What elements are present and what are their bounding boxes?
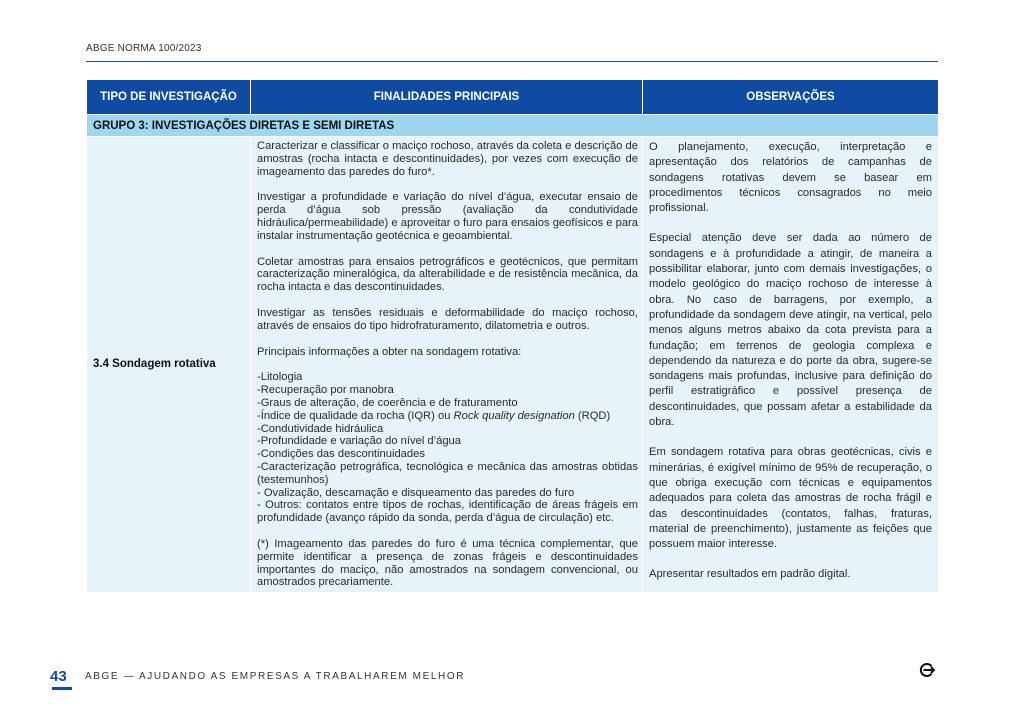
footer-tagline: ABGE — AJUDANDO AS EMPRESAS A TRABALHAREM MELHOR: [85, 671, 466, 682]
list-item: -Graus de alteração, de coerência e de fraturamento: [257, 396, 518, 409]
list-item: -Caracterização petrográfica, tecnológica e mecânica das amostras obtidas (testemunhos): [257, 460, 638, 486]
observacao-paragraph: Apresentar resultados em padrão digital.: [649, 568, 851, 581]
list-item-text: (RQD): [574, 409, 611, 422]
observacoes-cell: [643, 137, 939, 593]
investigation-type: 3.4 Sondagem rotativa: [87, 137, 251, 593]
list-item-text: -Índice de qualidade da rocha (IQR) ou: [257, 409, 454, 422]
list-item: [257, 410, 638, 423]
next-page-arrow-icon[interactable]: [919, 662, 935, 678]
list-item: -Recuperação por manobra: [257, 384, 394, 397]
investigation-table: [86, 79, 939, 593]
table-header-row: [87, 80, 939, 115]
finalidade-paragraph: Investigar a profundidade e variação do nível d’água, executar ensaio de perda d’água sob pressão (avaliação da condutividade hidráulica/permeabilidade) e aproveitar o furo para ensaios geofísicos e para instalar instrumentação geotécnica e geoambiental.: [257, 191, 638, 242]
observacao-paragraph: Em sondagem rotativa para obras geotécnicas, civis e minerárias, é exigível mínimo de 95% de recuperação, o que obriga execução com técnicas e equipamentos adequados para coleta das amostras de rocha frágil e das descontinuidades (contatos, falhas, fraturas, material de preenchimento), justamente as feições que possuem maior interesse.: [649, 446, 932, 551]
list-item: - Ovalização, descamação e disqueamento das paredes do furo: [257, 486, 575, 499]
footnote-paragraph: (*) Imageamento das paredes do furo é uma técnica complementar, que permite identificar a presença de zonas frágeis e descontinuidades importantes do maciço, não amostrados na sondagem convencional, ou amostrados precariamente.: [257, 537, 638, 589]
list-item: -Condutividade hidráulica: [257, 422, 384, 435]
header-divider: [86, 61, 938, 62]
column-header-observacoes: OBSERVAÇÕES: [643, 80, 939, 115]
list-item: -Litologia: [257, 371, 303, 384]
document-header: ABGE NORMA 100/2023: [86, 43, 202, 54]
information-list: [257, 371, 638, 525]
column-header-tipo: TIPO DE INVESTIGAÇÃO: [87, 80, 251, 115]
column-header-finalidades: FINALIDADES PRINCIPAIS: [251, 80, 643, 115]
observacao-paragraph: O planejamento, execução, interpretação e apresentação dos relatórios de campanhas de sondagens rotativas devem se basear em procedimentos técnicos consagrados no meio profissional.: [649, 141, 932, 215]
finalidade-paragraph: Coletar amostras para ensaios petrográficos e geotécnicos, que permitam caracterização mineralógica, da alterabilidade e de resistência mecânica, da rocha intacta e das descontinuidades.: [257, 255, 638, 294]
list-item: -Condições das descontinuidades: [257, 448, 425, 461]
group-label: GRUPO 3: INVESTIGAÇÕES DIRETAS E SEMI DIRETAS: [87, 115, 939, 137]
table-row: [87, 137, 939, 593]
finalidade-paragraph: Principais informações a obter na sondagem rotativa:: [257, 345, 522, 358]
finalidade-paragraph: Investigar as tensões residuais e deformabilidade do maciço rochoso, através de ensaios do tipo hidrofraturamento, dilatometria e outros.: [257, 306, 638, 332]
finalidade-paragraph: Caracterizar e classificar o maciço rochoso, através da coleta e descrição de amostras (rocha intacta e descontinuidades), por vezes com execução de imageamento das paredes do furo*.: [257, 140, 638, 178]
list-item-italic-term: Rock quality designation: [453, 409, 575, 422]
group-row: [87, 115, 939, 137]
list-item: - Outros: contatos entre tipos de rochas, identificação de áreas frágeis em profundidade (avanço rápido da sonda, perda d’água de circulação) etc.: [257, 499, 638, 525]
finalidades-cell: [251, 137, 643, 593]
list-item: -Profundidade e variação do nível d’água: [257, 435, 462, 448]
page-number: 43: [50, 668, 67, 685]
arrow-circle-icon: [919, 662, 935, 678]
page-number-underline: [52, 687, 72, 690]
observacao-paragraph: Especial atenção deve ser dada ao número de sondagens e à profundidade a atingir, de maneira a possibilitar elaborar, junto com demais investigações, o modelo geológico do maciço rochoso de interesse à obra. No caso de barragens, por exemplo, a profundidade da sondagem deve atingir, na vertical, pelo menos alguns metros abaixo da cota prevista para a fundação; em terrenos de geologia complexa e dependendo da natureza e do porte da obra, sugere-se sondagens mais profundas, inclusive para definição do perfil estratigráfico e possível presença de descontinuidades, que possam afetar a estabilidade da obra.: [649, 232, 932, 429]
